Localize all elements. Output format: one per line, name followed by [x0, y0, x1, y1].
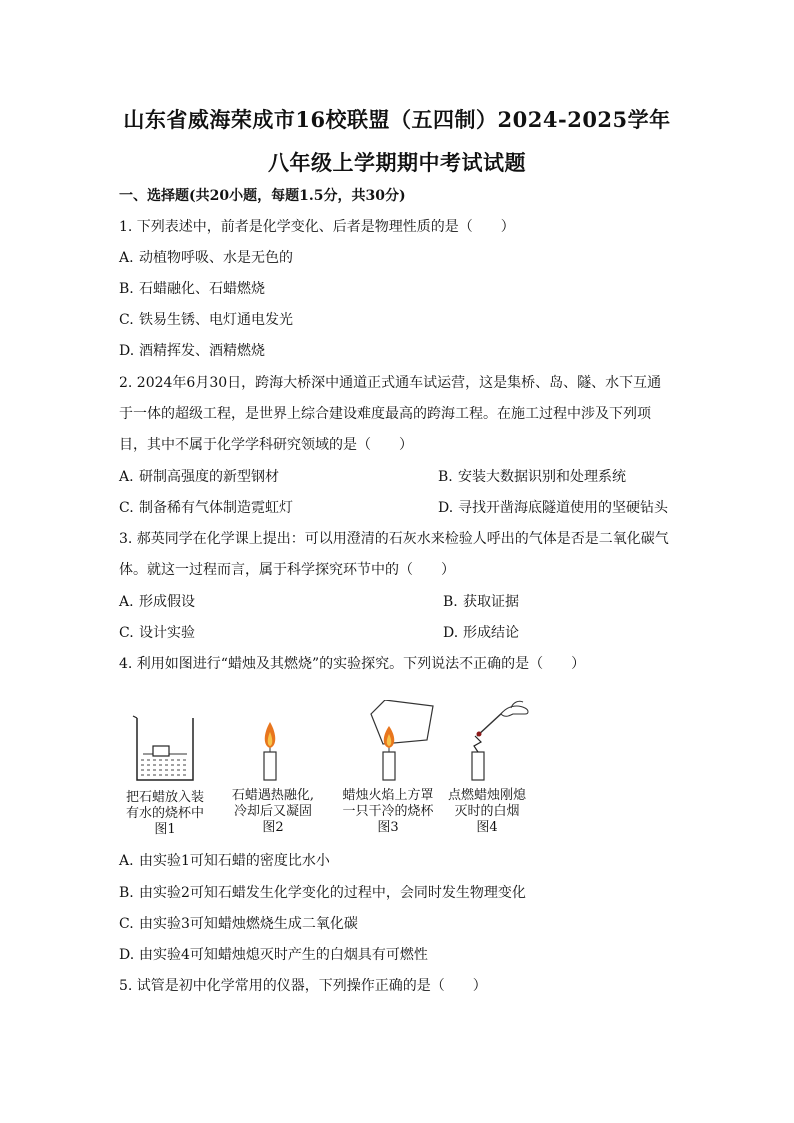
question-4-option-b — [119, 884, 526, 902]
question-2-stem-line: 2. 2024年6月30日，跨海大桥深中通道正式通车试运营，这是集桥、岛、隧、水下互通 — [119, 375, 662, 391]
caption-line: 把石蜡放入装 — [125, 790, 204, 805]
question-4-option-c — [119, 915, 358, 933]
question-4-option-a — [119, 852, 330, 870]
caption-line: 点燃蜡烛刚熄 — [447, 788, 526, 803]
question-3-option-a — [119, 593, 195, 611]
option-label: D. — [438, 500, 454, 516]
question-1-option-b — [119, 280, 265, 298]
figure-1-caption — [115, 790, 215, 838]
figure-label: 图4 — [476, 820, 498, 835]
question-3-option-b — [443, 593, 519, 611]
option-label: C. — [119, 625, 134, 641]
page-title: 山东省威海荣成市16校联盟（五四制）2024-2025学年 — [123, 107, 671, 132]
caption-line: 灭时的白烟 — [454, 804, 520, 819]
option-label: B. — [443, 594, 458, 610]
option-text: 制备稀有气体制造霓虹灯 — [139, 500, 293, 516]
question-3-stem-line: 体。就这一过程而言，属于科学探究环节中的（ ） — [119, 562, 455, 578]
option-label: C. — [119, 312, 134, 328]
lit-candle-icon — [264, 722, 276, 780]
caption-line: 冷却后又凝固 — [233, 804, 312, 819]
option-label: A. — [119, 594, 134, 610]
option-text: 由实验3可知蜡烛燃烧生成二氧化碳 — [139, 916, 358, 932]
caption-line: 一只干冷的烧杯 — [342, 804, 434, 819]
question-1-option-c — [119, 311, 293, 329]
option-label: D. — [119, 947, 135, 963]
page-subtitle: 八年级上学期期中考试试题 — [268, 150, 526, 175]
candle-experiment-figure — [115, 700, 675, 845]
option-text: 形成结论 — [463, 625, 519, 641]
beaker-with-wax-icon — [133, 716, 193, 780]
figure-label: 图1 — [154, 822, 176, 837]
figure-label: 图2 — [262, 820, 284, 835]
question-1-option-d — [119, 342, 265, 360]
question-2-option-b — [438, 468, 626, 486]
question-2-option-d — [438, 499, 668, 517]
option-label: A. — [119, 250, 134, 266]
question-3-stem-line: 3. 郝英同学在化学课上提出：可以用澄清的石灰水来检验人呼出的气体是否是二氧化碳气 — [119, 531, 669, 547]
question-5-stem: 5. 试管是初中化学常用的仪器，下列操作正确的是（ ） — [119, 978, 487, 994]
option-text: 研制高强度的新型钢材 — [139, 469, 279, 485]
caption-line: 石蜡遇热融化, — [231, 788, 315, 803]
figure-4-caption — [437, 788, 537, 836]
option-label: C. — [119, 500, 134, 516]
question-3-option-d — [443, 624, 519, 642]
section-heading: 一、选择题(共20小题，每题1.5分，共30分) — [119, 188, 406, 204]
question-3-option-c — [119, 624, 195, 642]
option-label: A. — [119, 853, 134, 869]
question-4-option-d — [119, 946, 428, 964]
caption-line: 有水的烧杯中 — [125, 806, 204, 821]
option-text: 酒精挥发、酒精燃烧 — [139, 343, 265, 359]
option-text: 获取证据 — [463, 594, 519, 610]
option-text: 铁易生锈、电灯通电发光 — [139, 312, 293, 328]
option-text: 由实验1可知石蜡的密度比水小 — [139, 853, 330, 869]
question-2-stem-line: 目，其中不属于化学学科研究领域的是（ ） — [119, 437, 413, 453]
option-label: D. — [443, 625, 459, 641]
option-text: 由实验4可知蜡烛熄灭时产生的白烟具有可燃性 — [139, 947, 428, 963]
candle-with-cold-beaker-icon — [371, 700, 433, 780]
candle-with-match-icon — [472, 701, 528, 780]
option-text: 设计实验 — [139, 625, 195, 641]
option-text: 寻找开凿海底隧道使用的坚硬钻头 — [458, 500, 668, 516]
figure-3-caption — [333, 788, 443, 836]
question-2-stem-line: 于一体的超级工程，是世界上综合建设难度最高的跨海工程。在施工过程中涉及下列项 — [119, 406, 651, 422]
candle-experiment-illustrations — [115, 700, 675, 800]
option-label: B. — [119, 281, 134, 297]
option-text: 由实验2可知石蜡发生化学变化的过程中，会同时发生物理变化 — [139, 885, 526, 901]
option-text: 安装大数据识别和处理系统 — [458, 469, 626, 485]
option-label: A. — [119, 469, 134, 485]
question-1-option-a — [119, 249, 293, 267]
question-1-stem: 1. 下列表述中，前者是化学变化、后者是物理性质的是（ ） — [119, 219, 515, 235]
option-text: 动植物呼吸、水是无色的 — [139, 250, 293, 266]
figure-2-caption — [223, 788, 323, 836]
option-label: B. — [119, 885, 134, 901]
caption-line: 蜡烛火焰上方罩 — [342, 788, 434, 803]
question-4-stem: 4. 利用如图进行“蜡烛及其燃烧”的实验探究。下列说法不正确的是（ ） — [119, 656, 586, 672]
option-label: D. — [119, 343, 135, 359]
option-label: C. — [119, 916, 134, 932]
option-text: 形成假设 — [139, 594, 195, 610]
option-label: B. — [438, 469, 453, 485]
figure-label: 图3 — [377, 820, 399, 835]
question-2-option-c — [119, 499, 293, 517]
option-text: 石蜡融化、石蜡燃烧 — [139, 281, 265, 297]
question-2-option-a — [119, 468, 279, 486]
